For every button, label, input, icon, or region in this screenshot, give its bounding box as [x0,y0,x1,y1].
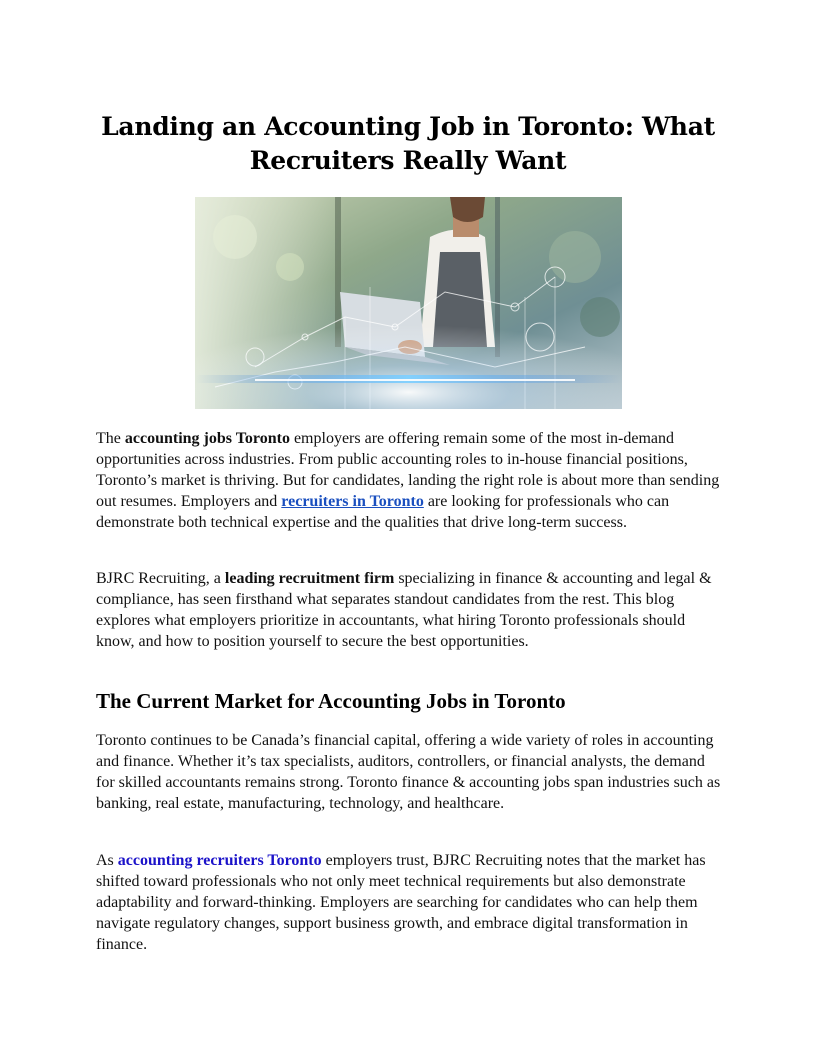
text-run: The [96,430,125,447]
text-run: specializing in finance & accounting and legal & compliance, has seen firsthand what separates standout candidates from the rest. This blog explores what employers prioritize in accountants, what hiring Toronto professionals should know, and how to position yourself to secure the best opportunities. [96,570,712,650]
about-bjrc-paragraph [96,568,722,652]
page-title: Landing an Accounting Job in Toronto: What Recruiters Really Want [101,112,715,175]
hero-image [195,197,622,409]
accounting-recruiters-toronto-link[interactable]: accounting recruiters Toronto [117,852,322,869]
text-run: BJRC Recruiting, a [96,570,225,587]
market-paragraph: Toronto continues to be Canada’s financial capital, offering a wide variety of roles in accounting and finance. Whether it’s tax specialists, auditors, controllers, or financial analysts, the demand for skilled accountants remains strong. Toronto finance & accounting jobs span industries such as banking, real estate, manufacturing, technology, and healthcare. [96,732,721,812]
text-run: employers trust, BJRC Recruiting notes that the market has shifted toward professionals who not only meet technical requirements but also demonstrate adaptability and forward-thinking. Employers are searching for candidates who can help them navigate regulatory changes, support business growth, and embrace digital transformation in finance. [96,852,706,953]
text-run: are looking for professionals who can demonstrate both technical expertise and the qualities that drive long-term success. [96,493,670,531]
businessman-with-laptop-icon [195,197,622,409]
text-run: employers are offering remain some of the most in-demand opportunities across industries. From public accounting roles to in-house financial positions, Toronto’s market is thriving. But for candidates, landing the right role is about more than sending out resumes. Employers and [96,430,720,510]
bold-phrase-accounting-jobs: accounting jobs Toronto [124,430,290,447]
recruiters-in-toronto-link[interactable]: recruiters in Toronto [281,493,424,510]
intro-paragraph [96,428,722,533]
recruiters-paragraph [96,850,722,955]
bold-phrase-recruitment-firm: leading recruitment firm [224,570,395,587]
section-heading: The Current Market for Accounting Jobs in Toronto [96,689,566,713]
text-run: As [96,852,118,869]
